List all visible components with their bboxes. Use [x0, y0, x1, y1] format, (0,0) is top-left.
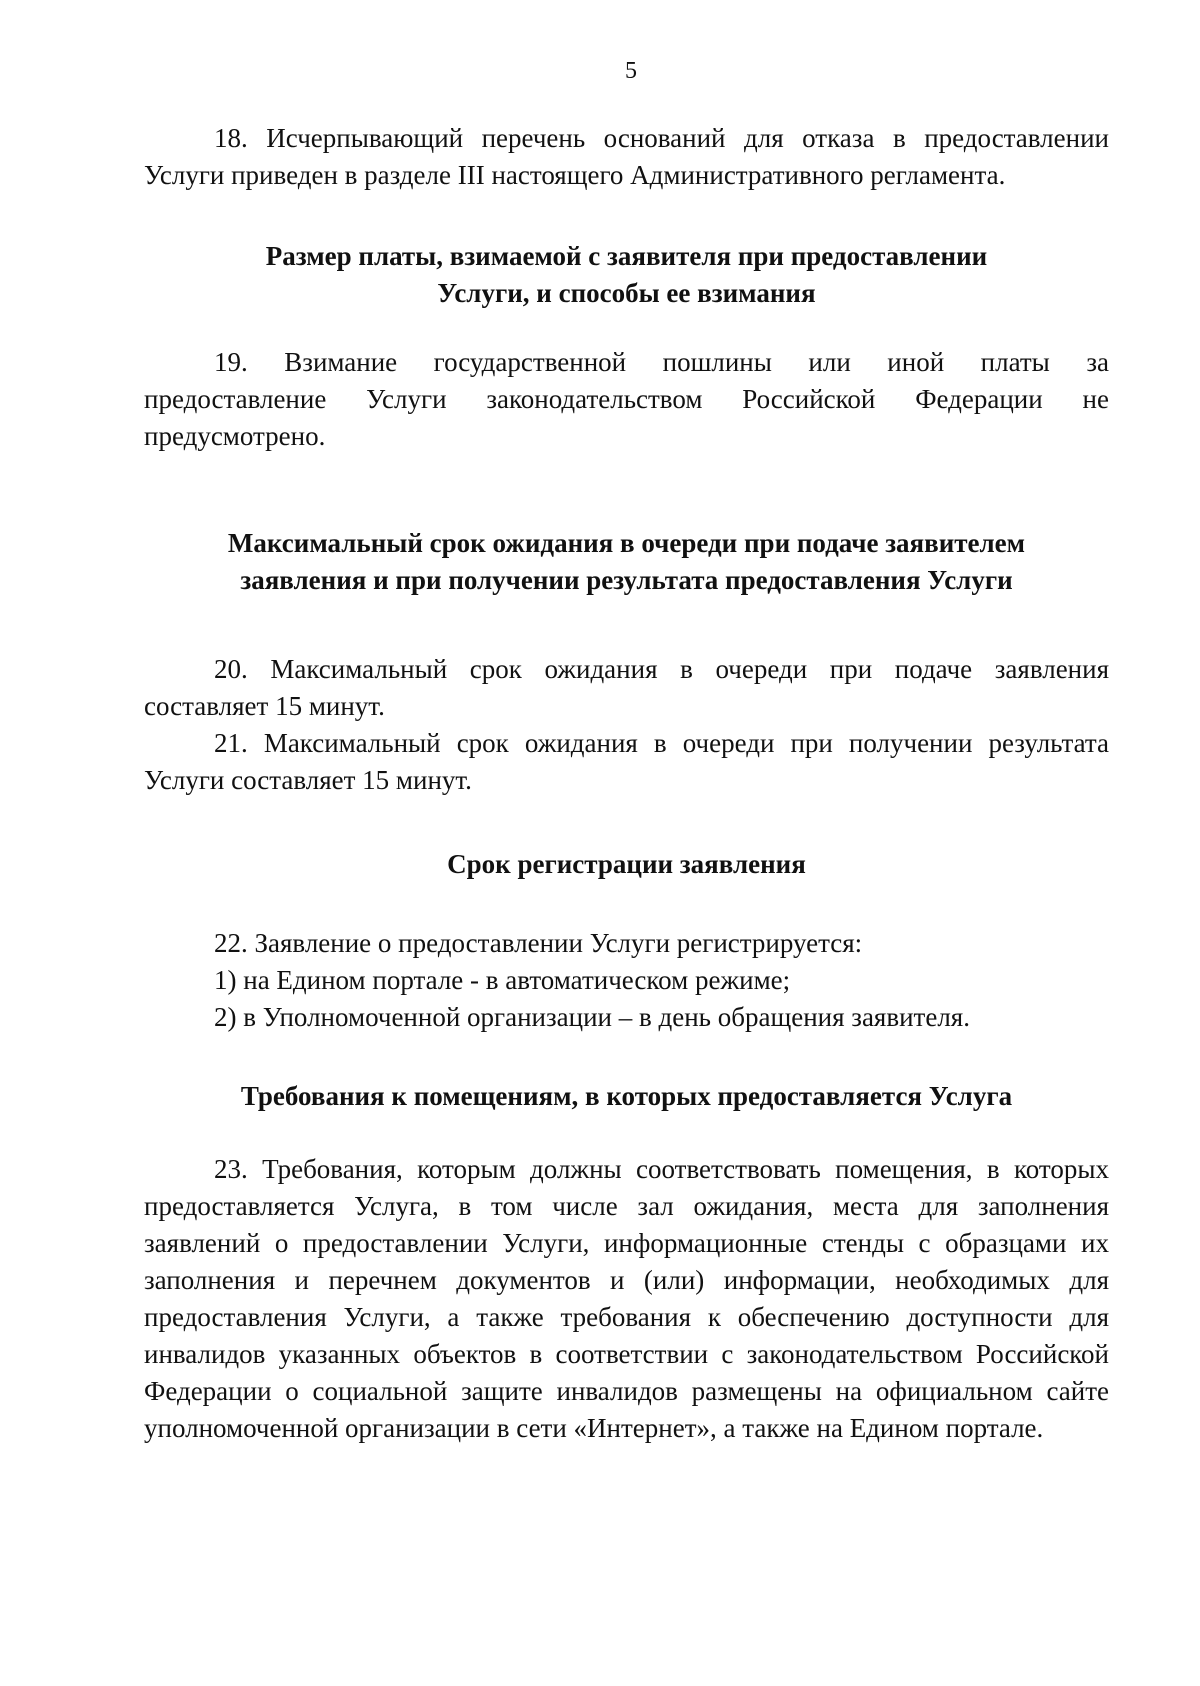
paragraph-18	[144, 120, 1109, 194]
paragraph-20	[144, 651, 1109, 725]
paragraph-19-line-3: предусмотрено.	[144, 421, 326, 451]
paragraph-22-intro: 22. Заявление о предоставлении Услуги регистрируется:	[214, 928, 863, 958]
paragraph-23-line-7: Федерации о социальной защите инвалидов размещены на официальном сайте	[144, 1376, 1109, 1406]
heading-queue-line-1: Максимальный срок ожидания в очереди при подаче заявителем	[227, 528, 1026, 558]
paragraph-19-line-1: 19. Взимание государственной пошлины или иной платы за	[214, 347, 1109, 377]
paragraph-23	[144, 1151, 1109, 1447]
heading-queue	[144, 525, 1109, 599]
heading-registration: Срок регистрации заявления	[447, 849, 806, 879]
heading-queue-line-2: заявления и при получении результата предоставления Услуги	[240, 565, 1013, 595]
paragraph-23-line-5: предоставления Услуги, а также требования к обеспечению доступности для	[144, 1302, 1109, 1332]
paragraph-18-line-1: 18. Исчерпывающий перечень оснований для отказа в предоставлении	[214, 123, 1109, 153]
paragraph-23-line-6: инвалидов указанных объектов в соответствии с законодательством Российской	[144, 1339, 1109, 1369]
paragraph-20-line-2: составляет 15 минут.	[144, 691, 385, 721]
paragraph-18-line-2: Услуги приведен в разделе III настоящего Административного регламента.	[144, 160, 1006, 190]
document-body	[144, 120, 1109, 1447]
paragraph-20-line-1: 20. Максимальный срок ожидания в очереди при подаче заявления	[214, 654, 1109, 684]
heading-fee-line-1: Размер платы, взимаемой с заявителя при предоставлении	[265, 241, 988, 271]
paragraph-23-line-4: заполнения и перечнем документов и (или) информации, необходимых для	[144, 1265, 1109, 1295]
paragraph-22-item-1: 1) на Едином портале - в автоматическом режиме;	[214, 965, 791, 995]
paragraph-19	[144, 344, 1109, 455]
page-number: 5	[625, 58, 637, 84]
paragraph-23-line-2: предоставляется Услуга, в том числе зал ожидания, места для заполнения	[144, 1191, 1109, 1221]
paragraph-23-line-8: уполномоченной организации в сети «Интернет», а также на Едином портале.	[144, 1413, 1044, 1443]
paragraph-21-line-2: Услуги составляет 15 минут.	[144, 765, 472, 795]
heading-fee-line-2: Услуги, и способы ее взимания	[437, 278, 816, 308]
paragraph-19-line-2: предоставление Услуги законодательством Российской Федерации не	[144, 384, 1109, 414]
paragraph-23-line-1: 23. Требования, которым должны соответствовать помещения, в которых	[214, 1154, 1109, 1184]
paragraph-21	[144, 725, 1109, 799]
heading-premises: Требования к помещениям, в которых предоставляется Услуга	[240, 1081, 1013, 1111]
heading-fee	[144, 238, 1109, 312]
paragraph-21-line-1: 21. Максимальный срок ожидания в очереди при получении результата	[214, 728, 1109, 758]
paragraph-23-line-3: заявлений о предоставлении Услуги, информационные стенды с образцами их	[144, 1228, 1109, 1258]
paragraph-22-item-2: 2) в Уполномоченной организации – в день обращения заявителя.	[214, 1002, 970, 1032]
